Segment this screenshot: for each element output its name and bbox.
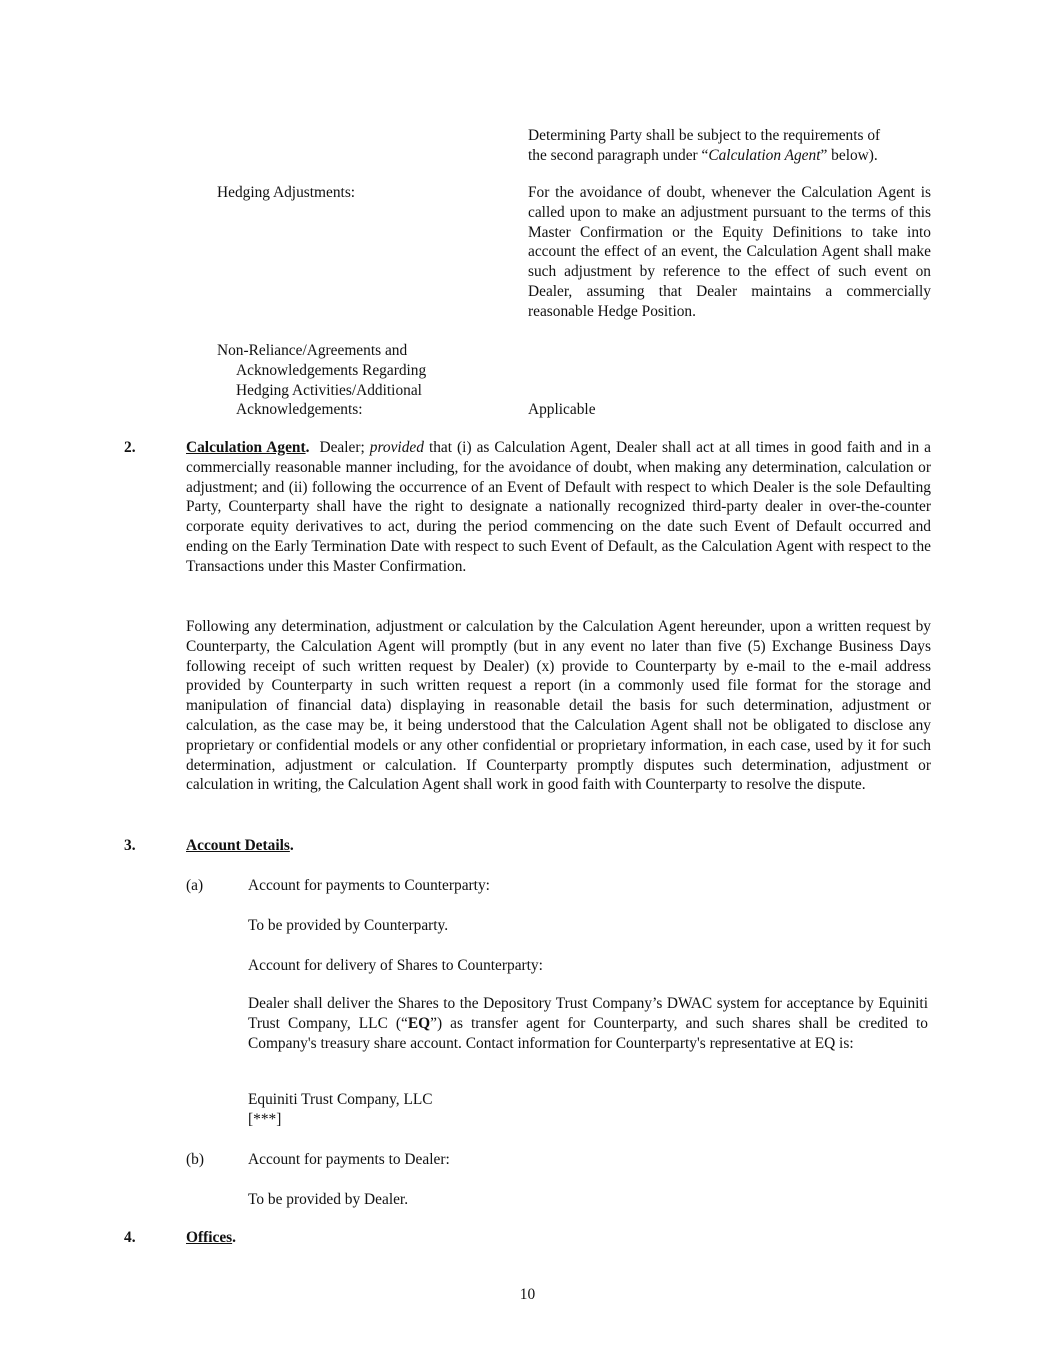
continuation-text [528, 126, 931, 166]
continuation-line2-post: ” below). [820, 146, 878, 164]
item-a-delivery-title: Account for delivery of Shares to Counterparty: [248, 957, 543, 974]
item-a-title: Account for payments to Counterparty: [248, 877, 490, 894]
non-reliance-value: Applicable [528, 401, 596, 418]
non-reliance-label-line3: Hedging Activities/Additional [236, 381, 422, 399]
section-2-paragraph-2: Following any determination, adjustment or calculation by the Calculation Agent hereunder, upon a written request by Counterparty, the Calculation Agent will promptly (but in any event no later than five (5) Exchange Business Days following receipt of such written request by Dealer) (x) provide to Counterparty by e-mail to the e-mail address provided by Counterparty in such written request a report (in a commonly used file format for the storage and manipulation of financial data) displaying in reasonable detail the basis for such determination, adjustment or calculation, as the case may be, it being understood that the Calculation Agent shall not be obligated to disclose any proprietary or confidential models or any other confidential or proprietary information, in each case, used by it for such determination, adjustment or calculation. If Counterparty promptly disputes such determination, adjustment or calculation in writing, the Calculation Agent shall work in good faith with Counterparty to resolve the dispute. [186, 618, 931, 794]
section-4-heading-line [186, 1228, 236, 1248]
non-reliance-label-line2: Acknowledgements Regarding [236, 361, 427, 379]
section-3-heading-line [186, 836, 294, 856]
section-2-p1-post: that (i) as Calculation Agent, Dealer shall act at all times in good faith and in a commercially reasonable manner including, for the avoidance of doubt, when making any determination, calculation or adjustment; and (ii) following the occurrence of an Event of Default with respect to which Dealer is the sole Defaulting Party, Counterparty shall have the right to designate a nationally recognized third-party dealer in over-the-counter corporate equity derivatives to act, during the period commencing on the date such Event of Default occurred and ending on the Early Termination Date with respect to such Event of Default, as the Calculation Agent with respect to the Transactions under this Master Confirmation. [186, 439, 931, 575]
calculation-agent-ref: Calculation Agent [708, 146, 821, 164]
item-a-delivery-text [248, 994, 928, 1053]
section-2-heading-period: . [305, 439, 310, 456]
section-4-number: 4. [124, 1229, 136, 1246]
item-b-marker: (b) [186, 1151, 204, 1168]
hedging-text: For the avoidance of doubt, whenever the Calculation Agent is called upon to make an adjustment pursuant to the terms of this Master Confirmation or the Equity Definitions to take into account the effect of an event, the Calculation Agent shall make such adjustment by reference to the effect of such event on Dealer, assuming that Dealer maintains a commercially reasonable Hedge Position. [528, 184, 931, 320]
non-reliance-label-line1: Non-Reliance/Agreements and [217, 342, 408, 359]
section-3-number: 3. [124, 837, 136, 854]
section-2-p1-pre: Dealer; [319, 439, 370, 456]
continuation-line1: Determining Party shall be subject to the requirements of [528, 127, 881, 144]
section-3-heading-period: . [289, 837, 294, 854]
section-4-heading: Offices [186, 1229, 233, 1246]
contact-name: Equiniti Trust Company, LLC [248, 1091, 433, 1108]
non-reliance-label [217, 341, 426, 420]
item-a-delivery-post: ”) as transfer agent for Counterparty, and such shares shall be credited to Company's treasury share account. Contact information for Counterparty's representative at EQ is: [248, 1014, 928, 1052]
item-b-provided: To be provided by Dealer. [248, 1191, 409, 1208]
eq-defined-term: EQ [407, 1014, 431, 1032]
section-2-heading: Calculation Agent [186, 439, 306, 456]
section-2-paragraph-1 [186, 438, 931, 577]
hedging-label: Hedging Adjustments: [217, 184, 356, 201]
contact-info [248, 1090, 433, 1130]
item-a-delivery-pre: Dealer shall deliver the Shares to the Depository Trust Company’s DWAC system for acceptance by Equiniti Trust Company, LLC (“ [248, 995, 928, 1032]
page-number: 10 [519, 1286, 536, 1303]
item-a-marker: (a) [186, 877, 204, 894]
item-b-title: Account for payments to Dealer: [248, 1151, 450, 1168]
section-4-heading-period: . [232, 1229, 237, 1246]
section-3-heading: Account Details [186, 837, 290, 854]
non-reliance-label-line4: Acknowledgements: [236, 401, 363, 419]
section-2-number: 2. [124, 439, 136, 456]
continuation-line2-pre: the second paragraph under “ [528, 146, 709, 164]
item-a-provided: To be provided by Counterparty. [248, 917, 449, 934]
provided-term: provided [369, 439, 424, 456]
contact-redacted: [***] [248, 1110, 282, 1128]
